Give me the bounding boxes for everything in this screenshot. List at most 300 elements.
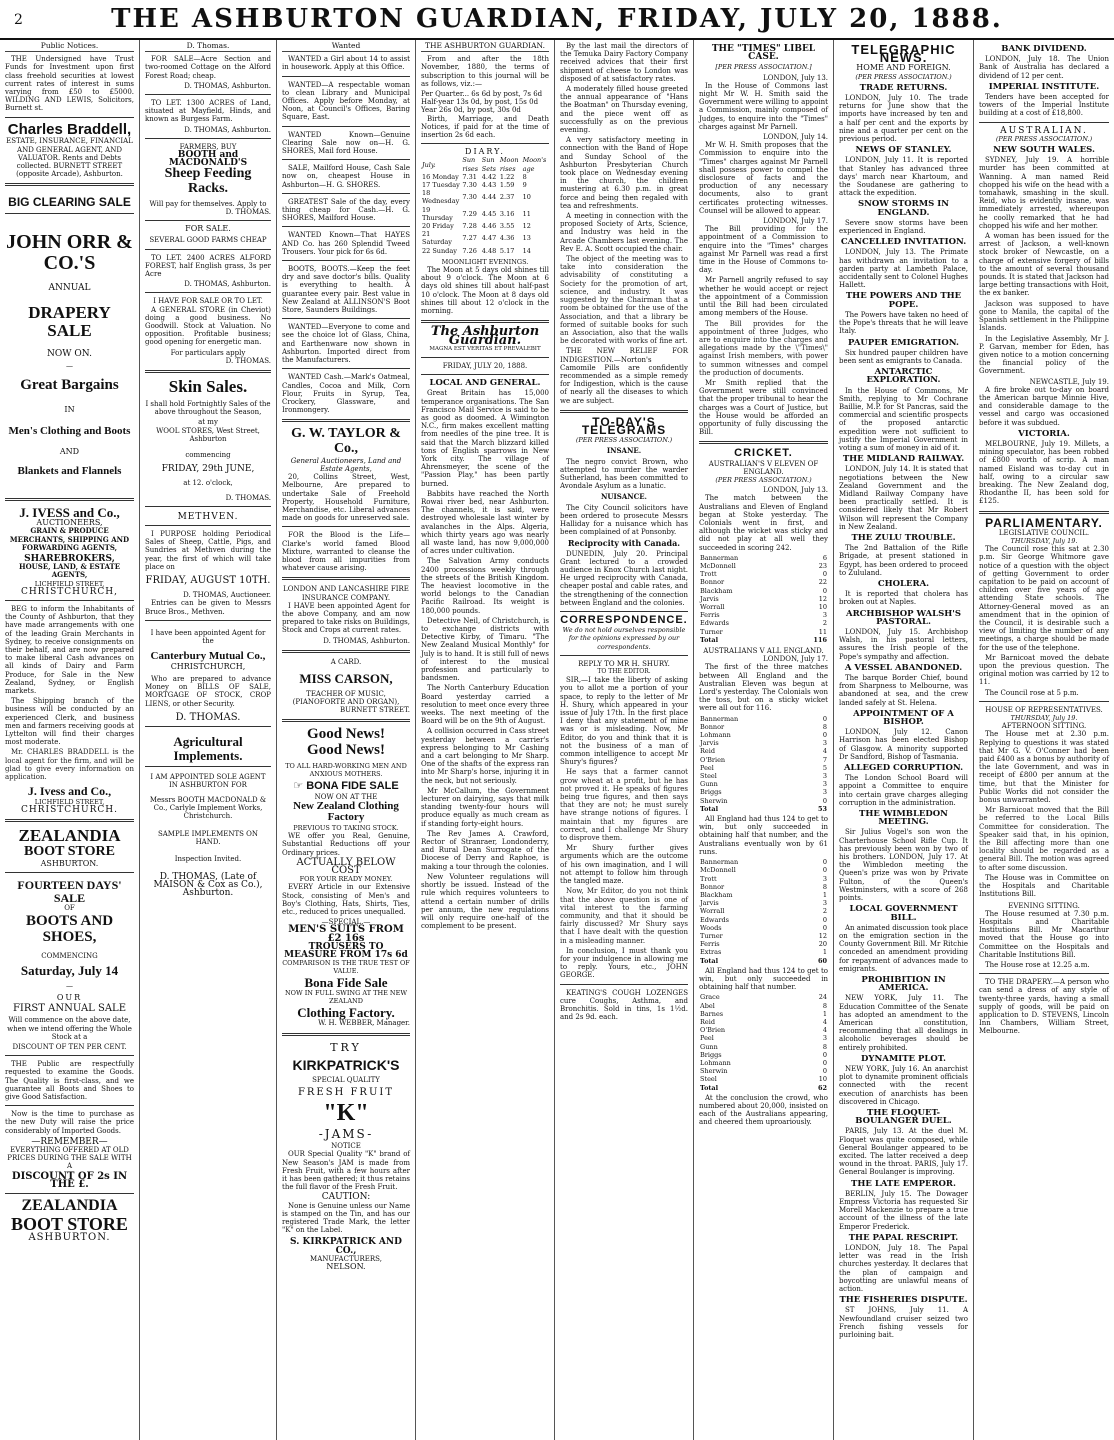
ivess-body-2: The Shipping branch of the business will be conducted by an experienced Clerk, and business men and farmers receiving goods at Lyttelton will find their charges most moderate. (5, 697, 134, 747)
scorecard-row (699, 932, 828, 940)
batsman-name: Grace (700, 993, 720, 1002)
boots-notice: BOOTS, BOOTS.—Keep the feet dry and save doctor's bills. Quality is everything to health. A guarantee every pair. Best value in New Zealand at ALLINSON'S Boot Store, Saunders Buildings. (282, 265, 410, 315)
local-news-6: A collision occurred in Cass street yesterday between a carrier's express belonging to Mr Cashing and a cart belonging to Mr Sharp. One of the shafts of the express ran into Mr Sharp's horse, injuring it in the neck, but not seriously. (421, 727, 549, 785)
diary-row (421, 181, 549, 189)
ivess-name: J. IVESS and Co., (19, 504, 120, 520)
batsman-name: Total (700, 804, 719, 813)
batsman-name: Woods (700, 923, 722, 932)
pointing-hand-icon: ☞ (293, 780, 307, 793)
batsman-score: 0 (822, 586, 827, 595)
parliamentary-heading: PARLIAMENTARY. (985, 515, 1103, 530)
page-number: 2 (14, 12, 23, 28)
thomas-signature-9: D. THOMAS, (Late of MAISON & Cox as Co.), Ashburton. (153, 871, 263, 899)
wanted-clearing-sale: WANTED Known—Genuine Clearing Sale now on—H. G. SHORES, Mail ford House. (282, 130, 410, 156)
batsman-score: 10 (818, 603, 827, 611)
thomas-signature-3: D. THOMAS. (225, 208, 271, 217)
diary-cell: 20 Friday (422, 222, 454, 231)
keating-lozenges: KEATING'S COUGH LOZENGES cure Coughs, Asthma, and Bronchitis. Sold in tins, 1s 1½d. and 2s 9d. each. (560, 988, 688, 1022)
todays-telegrams-heading: TO-DAY'S TELEGRAMS (581, 414, 667, 437)
dynamite-heading: DYNAMITE PLOT. (861, 1053, 946, 1064)
libel-date-3: LONDON, July 17. (763, 217, 828, 226)
we-offer: WE offer you Real, Genuine, Substantial Reductions off your Ordinary prices. (282, 832, 410, 857)
masthead (0, 0, 1114, 40)
batsman-name: Edwards (700, 619, 729, 628)
batsman-score: 116 (813, 635, 827, 644)
fresh-fruit: FRESH FRUIT (297, 1086, 395, 1098)
xi4-body: All England had thus 124 to get to win, but only succeeded in obtaining half that number. (699, 966, 828, 992)
scorecard-row (699, 554, 828, 562)
floquet-body: PARIS, July 13. At the duel M. Floquet was quite composed, while General Boulanger appeared to be excited. The latter received a deep wound in the throat. PARIS, July 17. General Boulanger is improving. (839, 1127, 968, 1177)
for-sale-heading: FOR SALE. (185, 224, 231, 234)
batsman-name: Jarvis (700, 594, 719, 603)
lc-rose: The Council rose at 5 p.m. (985, 688, 1079, 697)
batsman-name: Bannerman (700, 714, 739, 723)
wimbledon-body: Sir Julius Vogel's son won the Charterhouse School Rifle Cup. It has previously been won by two of his brothers. LONDON, July 17. At the Wimbledon meeting the Queen's prize was won by Private Fulton, of the Queen's Westminsters, with a score of 268 points. (839, 828, 968, 903)
scorecard-row (699, 570, 828, 578)
batsman-score: 0 (822, 866, 827, 875)
now-on-at: NOW ON AT THE (314, 792, 378, 801)
antarctic-heading: ANTARCTIC EXPLORATION. (866, 367, 941, 386)
batsman-name: Trott (700, 874, 717, 883)
thomas-signature-col3: D. THOMAS, Ashburton. (323, 636, 410, 645)
below-cost: ACTUALLY BELOW COST (296, 856, 396, 876)
libel-filler: The Bill provides for the appointment of three Judges, who are to enquire into the charges and allegations made by the \"Times\" against Irish members, with power to summon witnesses and compel the production of documents. (699, 319, 828, 377)
nz-clothing-factory: New Zealand Clothing Factory (293, 799, 399, 824)
batsman-score: 0 (822, 923, 827, 932)
samples-on-hand: SAMPLE IMPLEMENTS ON HAND. (157, 830, 259, 847)
zealandia-heading: ZEALANDIA (18, 826, 121, 846)
batsman-name: Blackham (700, 586, 733, 595)
scorecard-row (699, 1002, 828, 1010)
scorecard-row (699, 611, 828, 619)
batsman-name: Worrall (700, 603, 725, 611)
diary-cell: 9 (522, 181, 527, 190)
scorecard-row (699, 883, 828, 891)
papal-heading: THE PAPAL RESCRIPT. (848, 1232, 959, 1243)
skin-sales-heading: Skin Sales. (168, 377, 248, 397)
batsman-score: 10 (818, 1075, 827, 1084)
batsman-score: 0 (822, 731, 827, 740)
libel-body-2: Mr W. H. Smith proposes that the Commission to enquire into the "Times" charges against Mr Parnell shall possess power to compel the disclosure of facts and the production of any necessary documents, also to grant certificates protecting witnesses. Counsel will be allowed to appear. (699, 141, 828, 215)
reciprocity-heading: Reciprocity with Canada. (567, 538, 681, 549)
col1-header: Public Notices. (5, 42, 134, 52)
batsman-score: 20 (818, 940, 827, 949)
batsman-name: Jarvis (700, 739, 719, 748)
libel-body-4: Mr Parnell angrily refused to say whether he would accept or reject the appointment of a Commission until the Bill had been circulated among members of the House. (699, 276, 828, 318)
caution-body: None is Genuine unless our Name is stamped on the Tin, and has our registered Trade Mark, the letter "K" on the Label. (282, 1201, 410, 1235)
john-orr-heading: JOHN ORR & CO.'S (6, 230, 133, 274)
for-sale-cottage: FOR SALE—Acre Section and two-roomed Cottage on the Alford Forest Road; cheap. (145, 55, 271, 80)
london-lancashire-body: I HAVE been appointed Agent for the above Company, and am now prepared to take risks on Buildings, Stock and Crops at current rates. (282, 601, 410, 635)
scorecard-row (699, 764, 828, 772)
xi-sub: (PER PRESS ASSOCIATION.) (715, 475, 812, 484)
scorecard-row (699, 788, 828, 796)
newspaper-title: THE ASHBURTON GUARDIAN, FRIDAY, JULY 20, 1888. (111, 4, 1003, 34)
bank-dividend-body: LONDON, July 18. The Union Bank of Australia has declared a dividend of 12 per cent. (979, 55, 1109, 80)
walsh-heading: ARCHBISHOP WALSH'S PASTORAL. (845, 608, 962, 627)
diary-cell: 17 Tuesday (422, 181, 460, 190)
diary-row (421, 247, 549, 255)
ivess-signature: J. Ivess and Co., (27, 784, 112, 799)
taylor-sub: General Auctioneers, Land and Estate Agents, (290, 456, 402, 473)
scorecard-row (699, 805, 828, 813)
scorecard-row (699, 1026, 828, 1034)
batsman-score: 22 (818, 578, 827, 587)
ivess-house: HOUSE, LAND, & ESTATE AGENTS, (18, 562, 121, 580)
society-arts-filler: The object of the meeting was to take into consideration the advisability of constituting a Society for the promotion of art, science, and industry. It was suggested by the Chairman that a room be obtained for the use of the Association, and that a library be formed of suitable books for such an Association, also that the walls be decorated with works of fine art. (560, 255, 688, 346)
scorecard-row (699, 948, 828, 956)
diary-cell: 13 (522, 234, 531, 243)
diary-cell: 4.47 (481, 234, 497, 243)
antarctic-body: In the House of Commons, Mr Smith, replying to Mr Cochrane Baillie, M.P. for St Pancras, said the commercial and scientific prospects of the proposed antarctic expedition were not sufficient to justify the Imperial Government in voting a sum of money in aid of it. (839, 386, 968, 452)
commencing-label-2: commencing (185, 450, 231, 459)
diary-header-cell: July. (422, 160, 436, 169)
batsman-score: 3 (822, 899, 827, 908)
two-shilling-discount: DISCOUNT OF 2s IN THE £. (11, 1170, 128, 1190)
diary-cell: 1.59 (499, 181, 515, 190)
reciprocity-body: DUNEDIN, July 20. Principal Grant lectured to a crowded audience in Knox Church last night. He urged reciprocity with Canada, cheaper postal and cable rates, and the strengthening of the connection between England and the colonies. (560, 549, 688, 607)
batsman-score: 0 (822, 796, 827, 805)
batsman-name: Total (700, 956, 719, 965)
batsman-name: Barnes (700, 1009, 724, 1018)
column-6 (694, 40, 834, 1440)
columns (0, 40, 1114, 1440)
zulu-heading: THE ZULU TROUBLE. (851, 532, 956, 543)
batsman-name: Edwards (700, 915, 729, 924)
scorecard-row (699, 993, 828, 1001)
boots-shoes-heading: BOOTS AND SHOES, (25, 913, 114, 946)
imperial-institute-heading: IMPERIAL INSTITUTE. (988, 81, 1100, 92)
agricultural-implements: Agricultural Implements. (173, 733, 243, 763)
batsman-score: 4 (822, 747, 827, 756)
batsman-name: Reid (700, 1017, 715, 1026)
batsman-score: 5 (822, 763, 827, 772)
k-brand: "K" (323, 1099, 369, 1126)
batsman-name: Lohmann (700, 731, 731, 740)
batsman-name: Gunn (700, 1042, 718, 1051)
comparison-text: COMPARISON IS THE TRUE TEST OF VALUE. (282, 959, 410, 976)
column-5 (555, 40, 694, 1440)
rate-year: Year 26s 0d, by post, 30s 0d (421, 106, 521, 115)
batsman-score: 0 (822, 714, 827, 723)
scorecard-row (699, 1051, 828, 1059)
taylor-heading: G. W. TAYLOR & Co., (291, 426, 401, 456)
dynamite-body: NEW YORK, July 16. An anarchist plot to dynamite prominent officials connected with the recent execution of anarchists has been discovered in Chicago. (839, 1064, 968, 1106)
try-label: TRY (330, 1040, 362, 1054)
batsman-score: 12 (818, 594, 827, 603)
ivess-body: BEG to inform the Inhabitants of the County of Ashburton, that they have made arrangements with one of the leading Grain Merchants in Sydney, to receive consignments on their behalf, and are now prepared to make liberal Cash advances on all kinds of Dairy and Farm Produce, for Sale in the New Zealand, Sydney, or English markets. (5, 605, 134, 696)
jams-label: -JAMS- (318, 1126, 374, 1141)
diary-cell: 21 Saturday (422, 230, 452, 247)
nsw-filler: Jackson was supposed to have gone to Manila, the capital of the Spanish settlement in the Philippine Islands. (979, 299, 1109, 333)
scorecard-row (699, 907, 828, 915)
diary-row (421, 222, 549, 230)
nsw-body-3: In the Legislative Assembly, Mr J. P. Garvan, member for Eden, has given notice to a motion concerning the financial policy of the Government. (979, 334, 1109, 376)
vessel-heading: A VESSEL ABANDONED. (844, 662, 963, 673)
batsman-name: Bonnor (700, 722, 725, 731)
to-let-1300-acres: TO LET. 1300 ACRES of Land, situated at Mayfield, Hinds, and known as Burgess Farm. (145, 99, 271, 124)
taylor-body: 20, Collins Street, West, Melbourne, Are prepared to undertake Sale of Freehold Property, Household Furniture, Merchandise, etc. Liberal advances made on goods for unreserved sale. (282, 473, 410, 523)
general-store-heading: I HAVE FOR SALE OR TO LET. (153, 297, 263, 306)
ready-money: FOR YOUR READY MONEY. (299, 875, 393, 884)
floquet-heading: THE FLOQUET-BOULANGER DUEL. (855, 1107, 952, 1127)
scorecard-row (699, 1018, 828, 1026)
friday-29-june: FRIDAY, 29th JUNE, (161, 464, 255, 475)
afternoon-sitting: AFTERNOON SITTING. (1001, 722, 1087, 731)
full-swing: NOW IN FULL SWING AT THE NEW ZEALAND (284, 989, 408, 1006)
batsman-name: Turner (700, 931, 723, 940)
nsw-heading: NEW SOUTH WALES. (993, 145, 1095, 156)
general-store-body: A GENERAL STORE (in Cheviot) doing a good business. No Goodwill. Stock at Valuation. No opposition. Profitable business; good opening for energetic man. (145, 305, 271, 347)
twelve-oclock: at 12. o'clock, (183, 479, 233, 488)
temuka-dairy: By the last mail the directors of the Temuka Dairy Factory Company received advices that their first shipment of cheese to London was disposed of at satisfactory rates. (560, 42, 688, 83)
batsman-score: 3 (822, 739, 827, 748)
scorecard-row (699, 916, 828, 924)
moonlight-heading: MOONLIGHT EVENINGS. (441, 257, 529, 266)
column-8 (974, 40, 1114, 1440)
midland-body: LONDON, July 14. It is stated that negotiations between the New Zealand Government and the Midland Railway Company have been practically settled. It is considered likely that Mr Robert Wilson will represent the Company in New Zealand. (839, 465, 968, 531)
diary-cell: 7.31 (462, 172, 477, 181)
wanted-cash: WANTED Cash.—Mark's Oatmeal, Candles, Cocoa and Milk, Corn Flour, Fruits in Syrup, Tea, Crockery, Glassware, and Ironmongery. (282, 373, 410, 415)
paper-nameplate: The Ashburton Guardian. (430, 324, 540, 348)
innings-3-table (699, 858, 828, 965)
col4-header: THE ASHBURTON GUARDIAN. (421, 42, 549, 52)
to-editor: TO THE EDITOR. (597, 668, 651, 676)
batsman-name: Jarvis (700, 899, 719, 908)
mens-clothing-heading: Men's Clothing and Boots (8, 425, 131, 438)
pauper-heading: PAUPER EMIGRATION. (848, 337, 959, 348)
thomas-signature-1: D. THOMAS, Ashburton. (184, 81, 271, 90)
vessel-body: The barque Border Chief, bound from Sharpness to Melbourne, was abandoned at sea, and the crew landed safely at St. Helena. (839, 674, 968, 707)
papal-body: LONDON, July 18. The Papal letter was read in the Irish churches yesterday. It declares that the plan of campaign and boycotting are unlawful means of action. (839, 1244, 968, 1294)
batsman-name: Blackham (700, 890, 733, 899)
burnett-street: BURNETT STREET. (339, 706, 410, 714)
diary-cell: 8 (522, 172, 527, 181)
diary-cell: 22 Sunday (422, 246, 457, 255)
diary-cell: 3.16 (499, 209, 515, 218)
batsman-name: Ferris (700, 611, 720, 620)
scorecard-row (699, 1010, 828, 1018)
agent-text: I have been appointed Agent for the (150, 628, 266, 645)
caution-label: CAUTION: (321, 1192, 371, 1203)
letter-filler: He says that a farmer cannot grow wheat at a profit, but he has not proved it. He speaks of figures being true figures, and then says that they are not; he must surely have strange notions of figures. I maintain that my figures are correct, and I challenge Mr Shury to disprove them. (560, 768, 688, 843)
trousers-price: TROUSERS TO MEASURE FROM 17s 6d (284, 941, 408, 960)
webber-manager: W. H. WEBBER, Manager. (318, 1019, 410, 1028)
evening-body-2: The House rose at 12.25 a.m. (985, 960, 1090, 969)
local-news-7: Mr McCallum, the Government lecturer on dairying, says that milk standing twenty-four hours will produce equally as much cream as if standing forty-eight hours. (421, 786, 549, 828)
braddell-name: Charles Braddell, (7, 120, 132, 138)
scorecard-row (699, 756, 828, 764)
hr-body-2: The House was in Committee on the Hospitals and Charitable Institutions Bill. (979, 873, 1109, 899)
emperor-body: BERLIN, July 15. The Dowager Empress Victoria has requested Sir Morell Mackenzie to prepare a true account of the illness of the late Emperor Frederick. (839, 1189, 968, 1231)
batsman-score: 24 (818, 993, 827, 1002)
braddell-body: ESTATE, INSURANCE, FINANCIAL AND GENERAL AGENT, AND VALUATOR. Rents and Debts collected. BURNETT STREET (opposite Arcade), Ashburton. (6, 137, 133, 179)
diary-cell: 7.26 (462, 246, 477, 255)
miss-carson: MISS CARSON, (299, 670, 393, 686)
boot-store-heading-2: BOOT STORE (11, 1213, 128, 1234)
snow-heading: SNOW STORMS IN ENGLAND. (857, 199, 949, 218)
scorecard-row (699, 866, 828, 874)
scorecard-row (699, 797, 828, 805)
batsman-name: Steel (700, 772, 717, 781)
scorecard-row (699, 924, 828, 932)
friday-august-10: FRIDAY, AUGUST 10TH. (145, 574, 271, 586)
birth-notices: Birth, Marriage, and Death Notices, if paid for at the time of insertion 2s 6d each. (421, 114, 549, 140)
scorecard-row (699, 1043, 828, 1051)
trade-returns-heading: TRADE RETURNS. (859, 82, 948, 93)
scorecard-row (699, 1084, 828, 1092)
ivess-grain: GRAIN & PRODUCE MERCHANTS, SHIPPING AND FORWARDING AGENTS, (9, 526, 130, 552)
christchurch-label: CHRISTCHURCH, (170, 661, 246, 671)
victoria-body: MELBOURNE, July 19. Millets, a mining speculator, has been robbed of £800 worth of scrip. A man named Eisland was to-day cut in half, owing to a circular saw breaking. The New Zealand dog, Rhodanthe II, has been sold for £125. (979, 439, 1109, 506)
libel-date-1: LONDON, July 13. (763, 73, 828, 82)
prohibition-body: NEW YORK, July 11. The Education Committee of the Senate has adopted an amendment to the American constitution, recommending that all dealings in alcoholic beverages should be entirely prohibited. (839, 994, 968, 1052)
batsman-score: 7 (822, 755, 827, 764)
bank-dividend-heading: BANK DIVIDEND. (1001, 44, 1087, 54)
house-reps-heading: HOUSE OF REPRESENTATIVES. (985, 705, 1103, 714)
diary-cell: 4.48 (481, 246, 497, 255)
london-lancashire: LONDON AND LANCASHIRE FIRE INSURANCE COMPANY. (283, 585, 409, 602)
imperial-institute-body: Tenders have been accepted for towers of the Imperial Institute building at a cost of £18,800. (979, 93, 1109, 118)
in-label: IN (64, 405, 75, 415)
telegraphic-sub: (PER PRESS ASSOCIATION.) (855, 72, 952, 81)
greatest-sale: GREATEST Sale of the day, every thing cheap for Cash.—H. G. SHORES, Mailford House. (282, 197, 410, 223)
ivess-street: LICHFIELD STREET, (34, 579, 105, 588)
thomas-signature-6: D. THOMAS. (225, 493, 271, 502)
bishop-heading: APPOINTMENT OF A BISHOP. (853, 708, 954, 728)
scorecard-row (699, 636, 828, 644)
cricket-heading: CRICKET. (734, 447, 793, 460)
column-3 (277, 40, 416, 1440)
xi2-date: LONDON, July 17. (763, 655, 828, 664)
batsman-score: 2 (822, 619, 827, 628)
batsman-name: Steel (700, 1075, 717, 1084)
diary-cell: 7.29 (462, 209, 477, 218)
batsman-name: Abel (700, 1001, 715, 1010)
drapery-notice: TO THE DRAPERY.—A person who can send a dress of any style of twenty-three yards, having a small supply of goods, will be paid on application to D. STEVENS, Lincoln Inn Chambers, William Street, Melbourne. (979, 978, 1109, 1036)
clearing-sale-heading: BIG CLEARING SALE (8, 195, 131, 210)
batsman-name: O'Brien (700, 755, 726, 764)
newcastle-date: NEWCASTLE, July 19. (1029, 377, 1109, 386)
fourteen-days-heading: FOURTEEN DAYS' SALE (17, 878, 122, 905)
diary-header-cell: Sun rises (462, 156, 479, 173)
batsman-name: Turner (700, 627, 723, 636)
batsman-score: 0 (822, 1067, 827, 1076)
kirkpatricks: KIRKPATRICK'S (292, 1056, 400, 1073)
scorecard-row (699, 891, 828, 899)
local-news-8: The Rev James A. Crawford, Rector of Stranraer, Londonderry, and Rural Dean Surrogate of the Diocese of Derry and Raphoe, is making a tour through the colonies. (421, 829, 549, 871)
batsman-score: 3 (822, 788, 827, 797)
home-foreign-heading: HOME AND FOREIGN. (856, 63, 951, 73)
local-news-9: New Volunteer regulations will shortly be issued. Instead of the rule which requires volunteers to attend a certain number of drills per annum, the new regulations will only require one-half of the complement to be present. (421, 872, 549, 931)
inspection-invited: Inspection Invited. (174, 854, 242, 863)
diary-header-cell: Moon's age (522, 156, 547, 173)
libel-body-5: Mr Smith replied that the Government were still convinced that the proper tribunal to hear the charges was a Court of Justice, but the House would be afforded an opportunity of fully discussing the Bill. (699, 378, 828, 437)
scorecard-row (699, 587, 828, 595)
batsman-score: 3 (822, 1034, 827, 1043)
batsman-score: 2 (822, 907, 827, 916)
xi-body: The match between the Australians and Eleven of England began at Stoke yesterday. The Colonials went in first, and although the wicket was sticky and did not play at all well they succeeded in scoring 242. (699, 494, 828, 552)
letter-body-2: Mr Shury further gives arguments which are the outcome of his own imagination, and I will not attempt to follow him through the tangled maze. (560, 844, 688, 886)
booth-macdonald-works: Messrs BOOTH MACDONALD & Co., Carlyle Implement Works, Christchurch. (149, 795, 267, 821)
column-4 (416, 40, 555, 1440)
remember-label: —REMEMBER— (31, 1136, 108, 1147)
diary-header-cell: Moon rises (499, 156, 519, 173)
batsman-score: 8 (822, 1001, 827, 1010)
scorecard-row (699, 723, 828, 731)
kirkpatrick-co: S. KIRKPATRICK AND CO., (290, 1237, 402, 1256)
xi2-heading: AUSTRALIANS V ALL ENGLAND. (703, 647, 824, 656)
diary-cell: 7.30 (462, 193, 477, 202)
xi3-body: All England had thus 124 to get to win, but only succeeded in obtaining half that number, and the Australians eventually won by 61 runs. (699, 815, 828, 856)
scorecard-row (699, 628, 828, 636)
diary-cell: 19 Thursday (422, 205, 453, 222)
ivess-sharebrokers: SHAREBROKERS, (24, 553, 115, 564)
stanley-heading: NEWS OF STANLEY. (855, 145, 952, 156)
diary-row (421, 206, 549, 222)
diary-cell: 1.22 (499, 172, 515, 181)
booth-macdonald: BOOTH and MACDONALD'S (168, 150, 248, 169)
libel-sub: [PER PRESS ASSOCIATION.] (715, 63, 812, 72)
scorecard-row (699, 1034, 828, 1042)
trade-returns-body: LONDON, July 10. The trade returns for June show that the imports have increased by ten and a half per cent and the exports by nine and a quarter per cent on the previous period. (839, 94, 968, 144)
hans-boatman: A moderately filled house greeted the annual appearance of "Hans the Boatman" on Thursday evening, and the piece went off as successfully as on the previous evening. (560, 85, 688, 135)
batsman-name: Bannerman (700, 553, 739, 562)
batsman-score: 11 (818, 627, 827, 636)
glass-china: WANTED—Everyone to come and see the choice lot of Glass, China, and Earthenware now shown in Ashburton. Imported direct from the Manufacturers. (282, 323, 410, 365)
diary-cell: 10 (522, 193, 531, 202)
hr-filler: Mr Barnicoat moved that the Bill be referred to the Local Bills Committee for consideration. The Speaker said that, in his opinion, the Bill affecting more than one locality should be regarded as a general Bill. The motion was agreed to after some discussion. (979, 806, 1109, 872)
column-1: Public Notices. THE Undersigned have Trust Funds for Investment upon first class freehold securities at lowest current rates of interest in sums varying from £50 to £5000. WILDING AND LEWIS, Solicitors, Burnett st. Charles Braddell, ESTATE, INSURANCE, FINANCIAL AND GENERAL AGENT, AND VALUATOR. Rents and Debts collected. BURNETT STREET (opposite Arcade), Ashburton. BIG CLEARING SALE JOHN ORR & CO.'S ANNUAL DRAPERY SALE NOW ON. — Great Bargains IN Men's Clothing and Boots AND Blankets and Flannels J. IVESS and Co., AUCTIONEERS, GRAIN & PRODUCE MERCHANTS, SHIPPING AND FORWARDING AGENTS, SHAREBROKERS, HOUSE, LAND, & ESTATE AGENTS, LICHFIELD STREET, CHRISTCHURCH, BEG to inform the Inhabitants of the County of Ashburton, that they have made arrangements with one of the leading Grain Merchants in Sydney, to receive consignments on their behalf, and are now prepared to make liberal Cash advances on all kinds of Dairy and Farm Produce, for Sale in the New Zealand, Sydney, or English markets. The Shipping branch of the business will be conducted by an experienced Clerk, and business men and farmers receiving goods at Lyttelton will find their charges most moderate. Mr. CHARLES BRADDELL is the local agent for the firm, and will be glad to give every information on application. J. Ivess and Co., LICHFIELD STREET, CHRISTCHURCH. ZEALANDIA BOOT STORE ASHBURTON. FOURTEEN DAYS' SALE OF BOOTS AND SHOES, COMMENCING Saturday, July 14 — OUR FIRST ANNUAL SALE Will commence on the above date, when we intend offering the Whole Stock at a DISCOUNT OF TEN PER CENT. THE Public are respectfully requested to examine the Goods. The Quality is first-class, and we guarantee all Boots and Shoes to give Good Satisfaction. Now is the time to purchase as the new Duty will raise the price considerably of Imported Goods. —REMEMBER— EVERYTHING OFFERED AT OLD PRICES DURING THE SALE WITH A DISCOUNT OF 2s IN THE £. ZEALANDIA BOOT STORE ASHBURTON. (0, 40, 140, 1440)
several-farms: SEVERAL GOOD FARMS CHEAP (149, 236, 267, 245)
cholera-heading: CHOLERA. (877, 578, 930, 589)
batsman-score: 60 (817, 956, 827, 965)
zulu-body: The 2nd Battalion of the Rifle Brigade, at present stationed in Egypt, has been ordered to proceed to Zululand. (839, 544, 968, 577)
thomas-signature-2: D. THOMAS, Ashburton. (184, 125, 271, 134)
methven-body: I PURPOSE holding Periodical Sales of Sheep, Cattle, Pigs, and Sundries at Methven during the year, the first of which will take place on (145, 529, 271, 571)
fisheries-heading: THE FISHERIES DISPUTE. (839, 1295, 968, 1306)
wool-stores: WOOL STORES, West Street, Ashburton (156, 426, 260, 443)
powers-heading: THE POWERS AND THE POPE. (845, 291, 962, 310)
batsman-score: 53 (817, 804, 827, 813)
batsman-score: 62 (817, 1083, 827, 1092)
wanted-woman: WANTED—A respectable woman to clean Library and Municipal Offices. Apply before Monday, at Noon, at Council's Offices, Baring Square, East. (282, 80, 410, 122)
clothing-factory: Clothing Factory. (297, 1004, 395, 1020)
telegraphic-news-heading: TELEGRAPHIC NEWS. (851, 42, 956, 66)
bona-fide-sale (282, 781, 410, 793)
libel-date-2: LONDON, July 14. (763, 133, 828, 142)
batsman-score: 3 (822, 874, 827, 883)
lc-body: The Council rose this sat at 2.30 p.m. Sir George Whitmore gave notice of a question with the object of getting Government to order capitation to be paid on account of children over five years of age attending State schools. The Attorney-General moved as an amendment that in the opinion of the Council, it is desirable such a view of limiting the number of any meetings, a charge should be made for the use of the telephone. (979, 545, 1109, 652)
subscription-terms: From and after the 18th November, 1880, the terms of subscription to this journal will be as follows, viz.:— (421, 55, 549, 88)
local-gov-heading: LOCAL GOVERNMENT BILL. (849, 904, 958, 923)
particulars-label: For particulars apply (170, 348, 246, 357)
diary-row (421, 230, 549, 246)
scorecard-row (699, 940, 828, 948)
hayes-trousers: WANTED Known—That HAYES AND Co. has 260 Splendid Tweed Trousers. Your pick for 6s 6d. (282, 231, 410, 256)
batsman-score: 3 (822, 780, 827, 789)
local-news-3: The Salvation Army conducts 2400 processions weekly through the streets of the British Kingdom. The heaviest locomotive in the world belongs to the Canadian Pacific Railroad. Its weight is 180,000 pounds. (421, 557, 549, 615)
batsman-score: 3 (822, 611, 827, 620)
scorecard-row (699, 739, 828, 747)
diary-cell: 14 (522, 246, 531, 255)
batsman-name: Sherwin (700, 1067, 728, 1076)
to-all-hard-working: TO ALL HARD-WORKING MEN AND ANXIOUS MOTHERS. (285, 761, 407, 778)
evening-sitting: EVENING SITTING. (1008, 901, 1080, 910)
bona-fide-sale-2: Bona Fide Sale (304, 974, 388, 990)
local-news-5: The North Canterbury Education Board yesterday carried a resolution to meet once every three weeks. The next meeting of the Board will be on the 9th of August. (421, 684, 549, 726)
public-notice: THE Public are respectfully requested to examine the Goods. The Quality is first-class, and we guarantee all Boots and Shoes to give Good Satisfaction. (5, 1060, 134, 1101)
